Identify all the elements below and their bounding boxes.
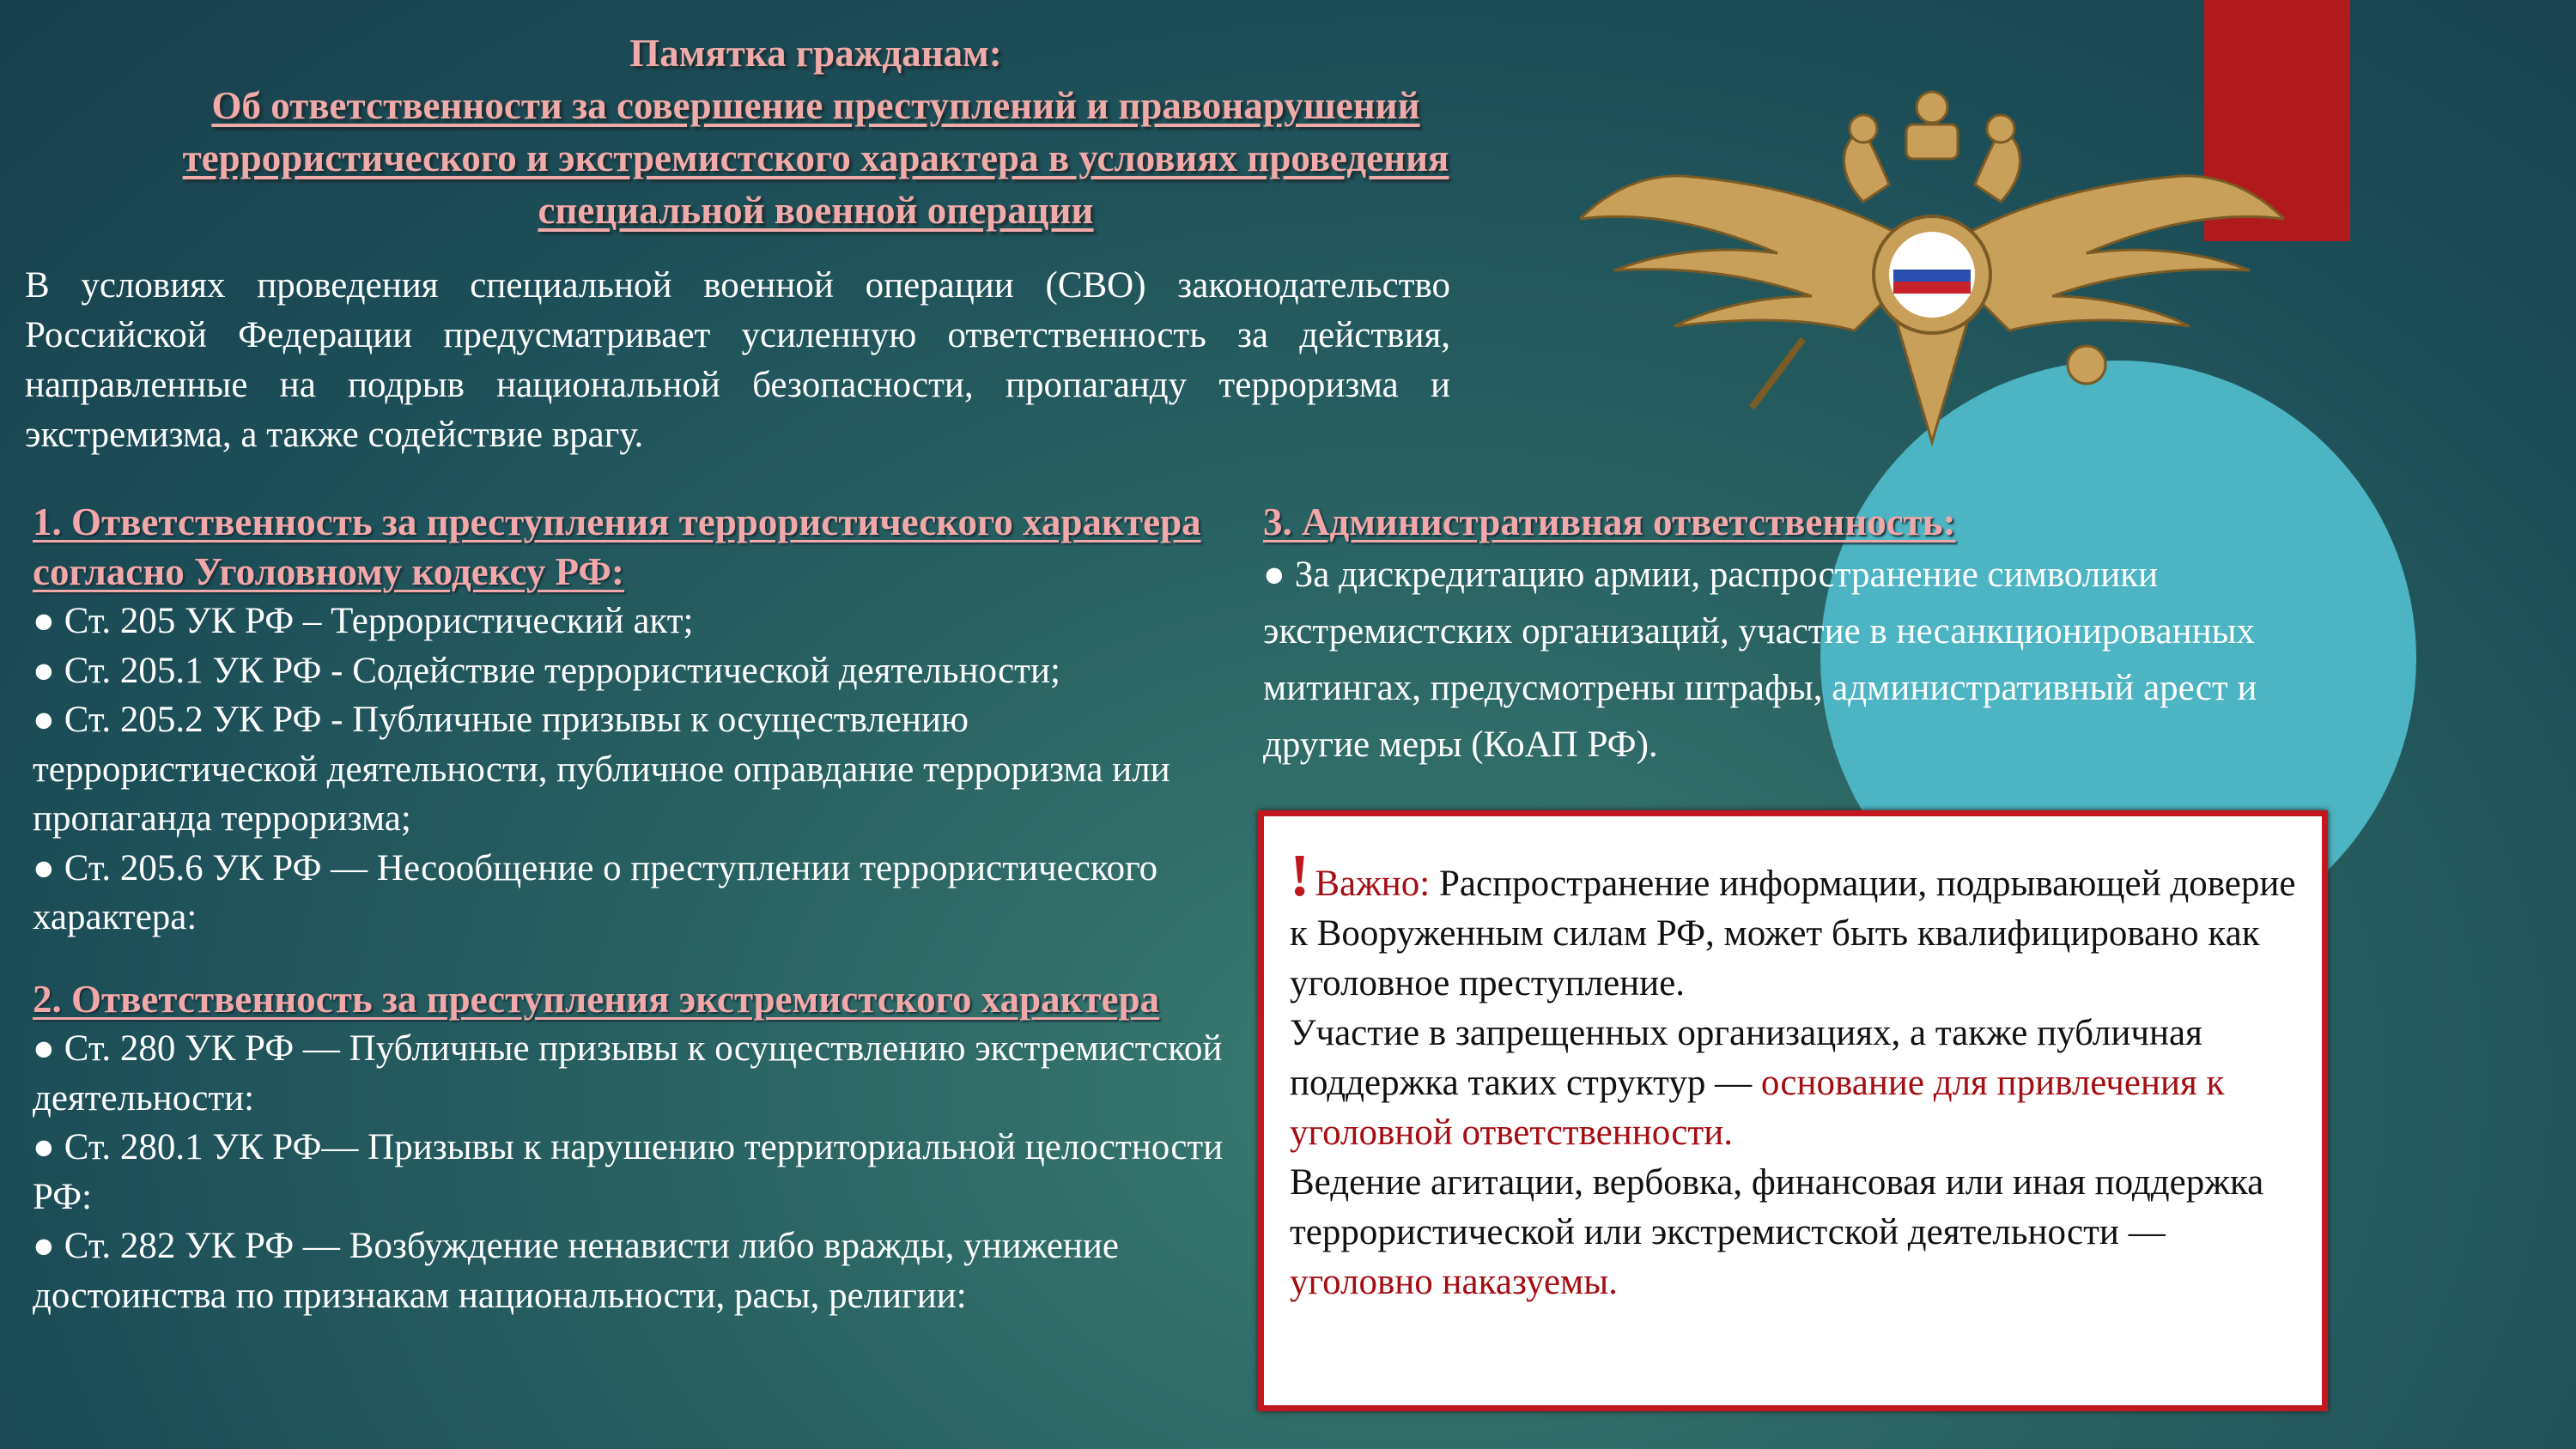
list-item: ● Ст. 282 УК РФ — Возбуждение ненависти либо вражды, унижение достоинства по признакам национальности, расы, религии: bbox=[33, 1226, 1120, 1316]
important-text-1: Распространение информации, подрывающей доверие к Вооруженным силам РФ, может быть квалифицировано как уголовное преступление. bbox=[1290, 864, 2296, 1003]
title-line: террористического и экстремистского характера в условиях проведения bbox=[182, 136, 1449, 179]
section1-heading: 1. Ответственность за преступления террористического характера согласно Уголовному кодексу РФ: bbox=[33, 500, 1201, 593]
list-item: ● Ст. 205 УК РФ – Террористический акт; bbox=[33, 601, 694, 641]
list-item: ● Ст. 280 УК РФ — Публичные призывы к осуществлению экстремистской деятельности: bbox=[33, 1028, 1223, 1119]
list-item: ● Ст. 280.1 УК РФ— Призывы к нарушению территориальной целостности РФ: bbox=[33, 1127, 1224, 1217]
title-line: специальной военной операции bbox=[538, 189, 1094, 232]
right-column bbox=[1263, 498, 2345, 773]
page-title bbox=[69, 27, 1563, 237]
left-column bbox=[33, 498, 1252, 1320]
list-item: ● Ст. 205.1 УК РФ - Содействие террористической деятельности; bbox=[33, 650, 1060, 691]
list-item: ● Ст. 205.2 УК РФ - Публичные призывы к осуществлению террористической деятельности, публичное оправдание терроризма или пропаганда терроризма; bbox=[33, 700, 1170, 839]
section3-text: ● За дискредитацию армии, распространение символики экстремистских организаций, участие в несанкционированных митингах, предусмотрены штрафы, административный арест и другие меры (КоАП РФ). bbox=[1263, 555, 2257, 765]
list-item: ● Ст. 205.6 УК РФ — Несообщение о преступлении террористического характера: bbox=[33, 847, 1158, 937]
section2-heading: 2. Ответственность за преступления экстремистского характера bbox=[33, 977, 1160, 1021]
important-text-2-highlight: основание для привлечения к уголовной ответственности. bbox=[1290, 1063, 2225, 1153]
title-line: Памятка гражданам: bbox=[629, 32, 1002, 75]
important-text-3: Ведение агитации, вербовка, финансовая или иная поддержка террористической или экстремистской деятельности — bbox=[1290, 1162, 2264, 1252]
intro-paragraph: В условиях проведения специальной военной операции (СВО) законодательство Российской Федерации предусматривает усиленную ответственность за действия, направленные на подрыв национальной безопасности, пропаганду терроризма и экстремизма, а также содействие врагу. bbox=[25, 265, 1450, 455]
section3-heading: 3. Административная ответственность: bbox=[1263, 500, 1956, 543]
important-text-3-highlight: уголовно наказуемы. bbox=[1290, 1262, 1618, 1302]
important-label: Важно: bbox=[1315, 864, 1431, 904]
exclamation-icon: ! bbox=[1290, 843, 1310, 909]
important-notice-box bbox=[1258, 810, 2328, 1411]
important-text-2: Участие в запрещенных организациях, а также публичная поддержка таких структур — bbox=[1290, 1013, 2202, 1103]
double-headed-eagle-emblem-icon bbox=[1580, 82, 2284, 451]
title-line: Об ответственности за совершение преступлений и правонарушений bbox=[211, 84, 1420, 127]
